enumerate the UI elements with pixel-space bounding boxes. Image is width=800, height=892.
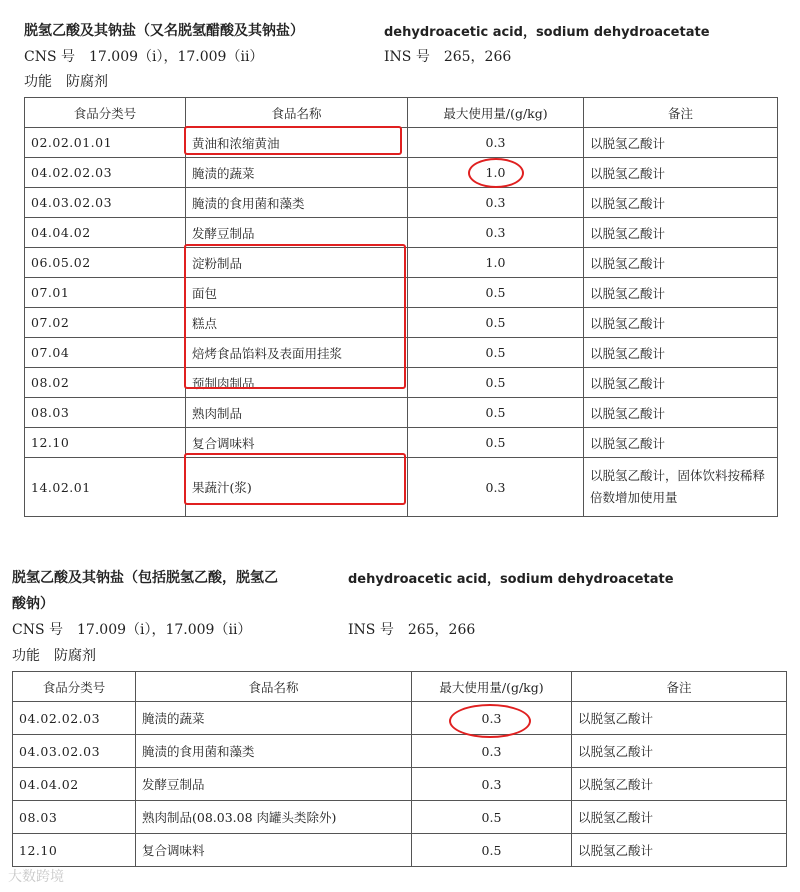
cell-remark: 以脱氢乙酸计	[584, 128, 778, 158]
cell-code: 04.04.02	[25, 218, 186, 248]
table-row	[13, 801, 787, 834]
cell-remark: 以脱氢乙酸计，固体饮料按稀释倍数增加使用量	[584, 458, 778, 517]
cell-name: 腌渍的蔬菜	[136, 702, 412, 735]
cell-name: 腌渍的食用菌和藻类	[186, 188, 408, 218]
cell-name: 糕点	[186, 308, 408, 338]
table-row	[25, 368, 778, 398]
cell-code: 14.02.01	[25, 458, 186, 517]
column-header-name: 食品名称	[186, 98, 408, 128]
cell-max: 0.5	[412, 834, 572, 867]
section2-function-value: 防腐剂	[54, 648, 96, 664]
section2-title-cn-line1: 脱氢乙酸及其钠盐（包括脱氢乙酸，脱氢乙	[12, 570, 278, 586]
table-row	[25, 338, 778, 368]
cell-code: 08.02	[25, 368, 186, 398]
section1-title-cn: 脱氢乙酸及其钠盐（又名脱氢醋酸及其钠盐）	[24, 23, 304, 39]
column-header-remark: 备注	[584, 98, 778, 128]
cell-code: 04.03.02.03	[25, 188, 186, 218]
cell-code: 04.03.02.03	[13, 735, 136, 768]
section1-function	[24, 71, 108, 91]
table-row	[25, 458, 778, 517]
cell-max: 1.0	[408, 248, 584, 278]
section2-cns	[12, 619, 251, 639]
table-row	[25, 428, 778, 458]
section2-cns-value: 17.009（i），17.009（ii）	[77, 622, 252, 638]
section1-function-value: 防腐剂	[66, 74, 108, 90]
section1-ins-value: 265，266	[443, 49, 512, 65]
cell-max: 0.5	[408, 398, 584, 428]
column-header-max: 最大使用量/(g/kg)	[412, 672, 572, 702]
cell-max: 0.5	[412, 801, 572, 834]
cell-max: 0.3	[408, 188, 584, 218]
section1-title-en: dehydroacetic acid，sodium dehydroacetate	[384, 25, 710, 40]
cell-max: 0.5	[408, 338, 584, 368]
table-row	[25, 278, 778, 308]
section2-ins-value: 265，266	[407, 622, 476, 638]
column-header-name: 食品名称	[136, 672, 412, 702]
section1-function-label: 功能	[24, 74, 52, 90]
cell-remark: 以脱氢乙酸计	[584, 338, 778, 368]
section2-title-en: dehydroacetic acid，sodium dehydroacetate	[348, 572, 674, 587]
cell-remark: 以脱氢乙酸计	[572, 735, 787, 768]
cell-remark: 以脱氢乙酸计	[572, 768, 787, 801]
cell-remark: 以脱氢乙酸计	[584, 368, 778, 398]
cell-max: 0.5	[408, 368, 584, 398]
cell-remark: 以脱氢乙酸计	[584, 158, 778, 188]
cell-remark: 以脱氢乙酸计	[584, 308, 778, 338]
cell-name: 复合调味料	[186, 428, 408, 458]
section2-table	[12, 671, 787, 867]
cell-max: 0.5	[408, 308, 584, 338]
section2-table-header	[13, 672, 787, 702]
cell-max: 0.5	[408, 278, 584, 308]
watermark: 大数跨境	[8, 869, 64, 885]
section2-cns-label: CNS 号	[12, 622, 64, 638]
section1-cns-value: 17.009（i），17.009（ii）	[89, 49, 264, 65]
cell-max: 0.3	[408, 218, 584, 248]
table-row	[25, 248, 778, 278]
cell-code: 08.03	[13, 801, 136, 834]
table-row	[25, 398, 778, 428]
table-row	[25, 128, 778, 158]
cell-code: 12.10	[25, 428, 186, 458]
cell-remark: 以脱氢乙酸计	[584, 248, 778, 278]
cell-code: 04.02.02.03	[13, 702, 136, 735]
cell-name: 复合调味料	[136, 834, 412, 867]
column-header-code: 食品分类号	[25, 98, 186, 128]
cell-max: 0.5	[408, 428, 584, 458]
cell-code: 08.03	[25, 398, 186, 428]
cell-code: 04.02.02.03	[25, 158, 186, 188]
table-row	[13, 735, 787, 768]
cell-max: 0.3	[412, 768, 572, 801]
section2-ins-label: INS 号	[348, 622, 394, 638]
cell-code: 07.02	[25, 308, 186, 338]
cell-code: 04.04.02	[13, 768, 136, 801]
cell-name: 焙烤食品馅料及表面用挂浆	[186, 338, 408, 368]
cell-name: 黄油和浓缩黄油	[186, 128, 408, 158]
table-row	[13, 834, 787, 867]
cell-remark: 以脱氢乙酸计	[584, 278, 778, 308]
section1-cns	[24, 46, 263, 66]
section1-table-header	[25, 98, 778, 128]
cell-code: 07.01	[25, 278, 186, 308]
table-row	[25, 158, 778, 188]
cell-name: 预制肉制品	[186, 368, 408, 398]
cell-remark: 以脱氢乙酸计	[572, 834, 787, 867]
cell-name: 发酵豆制品	[186, 218, 408, 248]
section2-title-cn-line2: 酸钠）	[12, 596, 54, 612]
section2-function	[12, 645, 96, 665]
section1-ins-label: INS 号	[384, 49, 430, 65]
cell-remark: 以脱氢乙酸计	[584, 188, 778, 218]
section1-cns-label: CNS 号	[24, 49, 76, 65]
table-row	[13, 768, 787, 801]
cell-remark: 以脱氢乙酸计	[572, 801, 787, 834]
cell-name: 腌渍的蔬菜	[186, 158, 408, 188]
cell-name: 淀粉制品	[186, 248, 408, 278]
cell-code: 02.02.01.01	[25, 128, 186, 158]
table-row	[25, 218, 778, 248]
cell-code: 12.10	[13, 834, 136, 867]
table-row	[25, 188, 778, 218]
cell-max: 0.3	[412, 735, 572, 768]
cell-name: 果蔬汁(浆)	[186, 458, 408, 517]
cell-code: 07.04	[25, 338, 186, 368]
cell-name: 发酵豆制品	[136, 768, 412, 801]
section2-function-label: 功能	[12, 648, 40, 664]
table-row	[25, 308, 778, 338]
column-header-remark: 备注	[572, 672, 787, 702]
column-header-max: 最大使用量/(g/kg)	[408, 98, 584, 128]
cell-remark: 以脱氢乙酸计	[572, 702, 787, 735]
cell-remark: 以脱氢乙酸计	[584, 398, 778, 428]
cell-remark: 以脱氢乙酸计	[584, 428, 778, 458]
cell-max: 0.3	[408, 458, 584, 517]
cell-name: 熟肉制品(08.03.08 肉罐头类除外)	[136, 801, 412, 834]
cell-name: 熟肉制品	[186, 398, 408, 428]
cell-remark: 以脱氢乙酸计	[584, 218, 778, 248]
section1-table	[24, 97, 778, 517]
cell-max: 1.0	[408, 158, 584, 188]
cell-name: 腌渍的食用菌和藻类	[136, 735, 412, 768]
cell-name: 面包	[186, 278, 408, 308]
cell-max: 0.3	[408, 128, 584, 158]
section2-ins	[348, 619, 475, 639]
cell-code: 06.05.02	[25, 248, 186, 278]
table-row	[13, 702, 787, 735]
cell-max: 0.3	[412, 702, 572, 735]
section1-ins	[384, 46, 511, 66]
column-header-code: 食品分类号	[13, 672, 136, 702]
